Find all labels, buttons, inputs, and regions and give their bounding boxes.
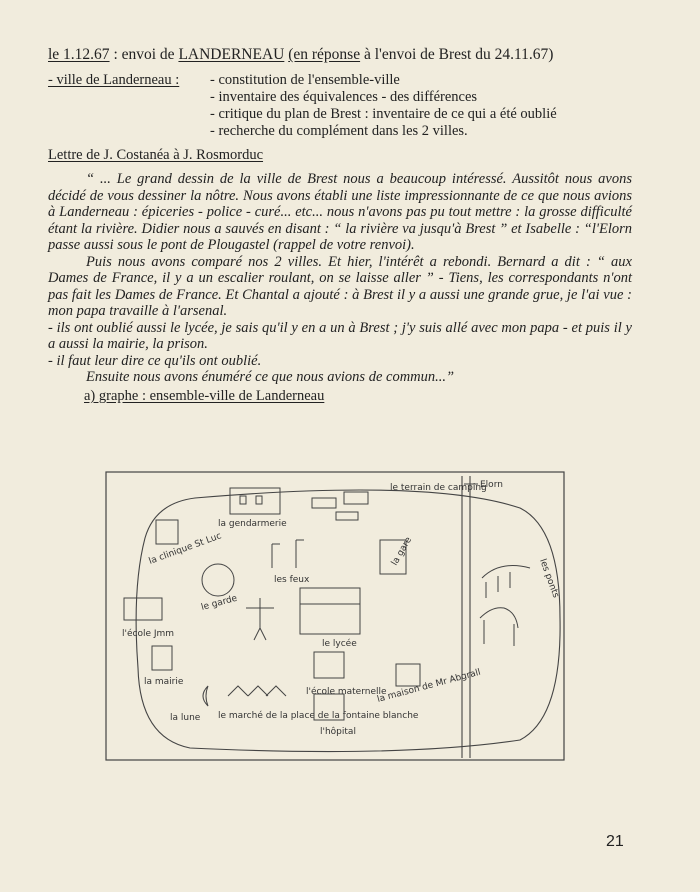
- label-camping: le terrain de camping: [390, 483, 487, 493]
- label-mairie: la mairie: [144, 677, 184, 687]
- market-stalls-icon: [228, 686, 286, 696]
- header-date: le 1.12.67: [48, 46, 110, 63]
- bullet-item: - inventaire des équivalences - des différences: [210, 89, 478, 105]
- gendarmerie-icon: [230, 488, 280, 514]
- letter-title: Lettre de J. Costanéa à J. Rosmorduc: [48, 147, 264, 163]
- label-marche: le marché de la place de la fontaine blanche: [218, 711, 419, 721]
- bridge-icon: [482, 566, 530, 598]
- label-lune: la lune: [170, 713, 201, 723]
- header-line: [48, 46, 553, 63]
- moon-icon: [203, 686, 208, 706]
- ecole-icon: [124, 598, 162, 620]
- section-label: - ville de Landerneau :: [48, 72, 180, 88]
- label-gendarmerie: la gendarmerie: [218, 519, 287, 529]
- bullet-list: [210, 72, 557, 140]
- label-elorn: Elorn: [480, 480, 503, 490]
- label-lycee: le lycée: [322, 639, 357, 649]
- letter-paragraph: - ils ont oublié aussi le lycée, je sais qu'il y en a un à Brest ; j'y suis allé avec mon papa - et puis il y a aussi la mairie, la prison.: [48, 319, 632, 352]
- label-clinique: la clinique St Luc: [147, 531, 223, 567]
- label-hopital: l'hôpital: [320, 727, 356, 737]
- house-icon: [396, 664, 420, 686]
- bullet-item: - constitution de l'ensemble-ville: [210, 72, 400, 88]
- letter-paragraph: Puis nous avons comparé nos 2 villes. Et hier, l'intérêt a rebondi. Bernard a dit : “ aux Dames de France, il y a un escalier roulant, on se laisse aller ” - Tiens, les correspondants n'ont pas fait les Dames de France. Et Chantal a ajouté : à Brest il y a aussi une grande grue, je l'ai vue : mon papa travaille à l'arsenal.: [48, 253, 632, 319]
- window-icon: [256, 496, 262, 504]
- label-maison: la maison de Mr Abgrall: [376, 667, 482, 705]
- lycee-icon: [300, 588, 360, 634]
- bullet-item: - critique du plan de Brest : inventaire de ce qui a été oublié: [210, 106, 557, 122]
- bridge-icon: [480, 608, 518, 646]
- header-reply: (en réponse: [288, 46, 361, 63]
- label-ecole: l'école Jmm: [122, 629, 175, 639]
- page-number: 21: [606, 833, 624, 850]
- label-ecole-maternelle: l'école maternelle: [306, 687, 387, 697]
- graph-title: a) graphe : ensemble-ville de Landerneau: [84, 388, 325, 404]
- ecole-maternelle-icon: [314, 652, 344, 678]
- letter-paragraph: - il faut leur dire ce qu'ils ont oublié.: [48, 352, 262, 369]
- camping-vehicles-icon: [312, 492, 368, 520]
- window-icon: [240, 496, 246, 504]
- letter-body: [48, 171, 632, 386]
- header-sep1: : envoi de: [109, 46, 179, 63]
- label-ponts: les ponts: [537, 557, 561, 600]
- roundabout-icon: [202, 564, 234, 596]
- letter-paragraph: Ensuite nous avons énuméré ce que nous avions de commun...”: [86, 369, 455, 385]
- header-rest: à l'envoi de Brest du 24.11.67): [360, 46, 554, 63]
- label-feux: les feux: [274, 575, 310, 585]
- bullet-item: - recherche du complément dans les 2 villes.: [210, 123, 468, 139]
- town-drawing: [100, 468, 590, 768]
- policeman-icon: [246, 598, 274, 640]
- clinique-icon: [156, 520, 178, 544]
- mairie-icon: [152, 646, 172, 670]
- header-city: LANDERNEAU: [178, 46, 285, 63]
- label-agent: le garde: [200, 593, 239, 613]
- label-gare: la gare: [389, 535, 415, 568]
- traffic-lights-icon: [272, 540, 304, 568]
- letter-paragraph: “ ... Le grand dessin de la ville de Brest nous a beaucoup intéressé. Aussitôt nous avons décidé de vous dessiner la nôtre. Nous avons établi une liste impressionnante de ce que nous avions à Landerneau : épiceries - police - curé... etc... nous n'avons pas pu tout mettre : la grosse difficulté étant la rivière. Didier nous a sauvés en disant : “ la rivière va jusqu'à Brest ” et Isabelle : “l'Elorn passe aussi sous le pont de Plougastel (rappel de votre renvoi).: [48, 171, 632, 253]
